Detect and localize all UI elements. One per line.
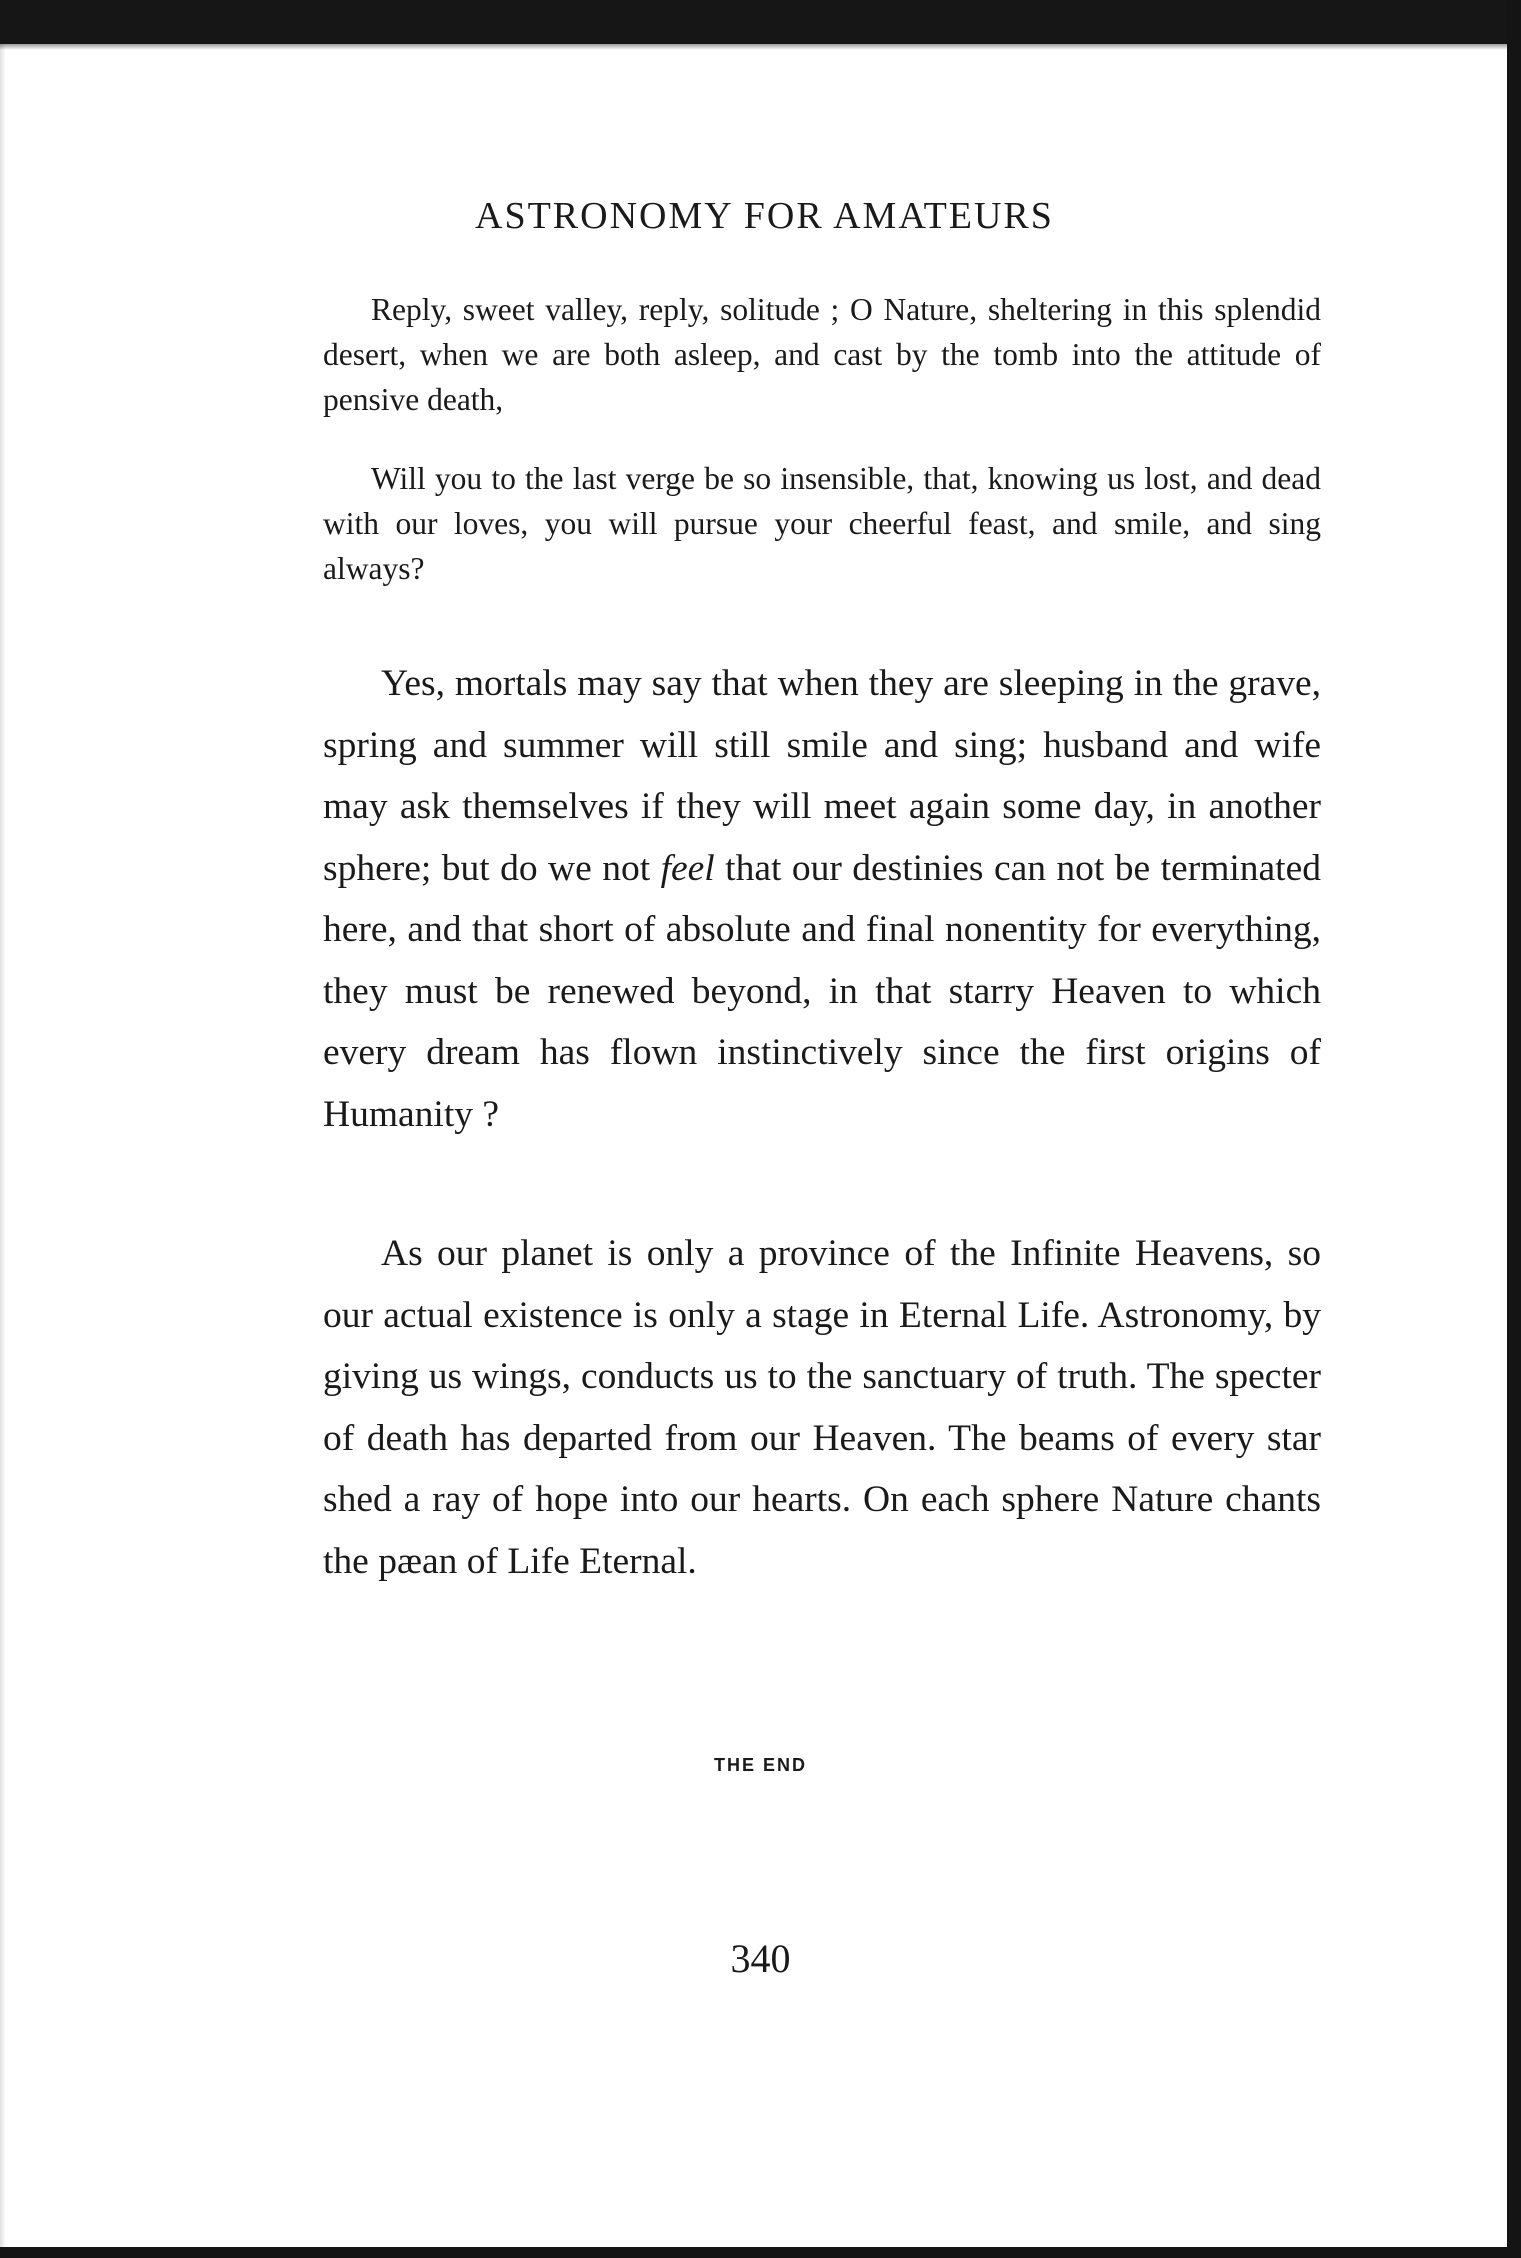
body-paragraph bbox=[323, 653, 1321, 1145]
emphasized-word: feel bbox=[660, 847, 715, 889]
the-end-label: THE END bbox=[713, 1755, 807, 1775]
page-number: 340 bbox=[730, 1936, 791, 1981]
scan-top-edge bbox=[0, 0, 1521, 44]
poem-stanza bbox=[323, 456, 1321, 591]
scan-right-edge bbox=[1507, 0, 1521, 2258]
paragraph-text-segment: that our destinies can not be terminated here, and that short of absolute and final nonentity for everything, they must be renewed beyond, in that starry Heaven to which every dream has flown instinctively since the first origins of Humanity ? bbox=[323, 847, 1321, 1135]
scan-bottom-edge bbox=[0, 2247, 1521, 2258]
paragraph-text-segment: Yes, mortals may say that when they are sleeping in the grave, spring and summer will still smile and sing; husband and wife may ask themselves if they will meet again some day, in another sphere; but do we not bbox=[323, 663, 1321, 889]
running-head: ASTRONOMY FOR AMATEURS bbox=[475, 195, 1054, 237]
scan-left-shade bbox=[0, 44, 6, 2247]
body-paragraph-text: As our planet is only a province of the Infinite Heavens, so our actual existence is only a stage in Eternal Life. Astronomy, by giving us wings, conducts us to the sanctuary of truth. The specter of death has departed from our Heaven. The beams of every star shed a ray of hope into our hearts. On each sphere Nature chants the pæan of Life Eternal. bbox=[323, 1233, 1321, 1582]
body-paragraph-text bbox=[323, 653, 1321, 1145]
poem-stanza-text: Reply, sweet valley, reply, solitude ; O Nature, sheltering in this splendid desert, when we are both asleep, and cast by the tomb into the attitude of pensive death, bbox=[323, 292, 1321, 417]
poem-stanza-text: Will you to the last verge be so insensible, that, knowing us lost, and dead with our loves, you will pursue your cheerful feast, and smile, and sing always? bbox=[323, 461, 1321, 586]
body-paragraph bbox=[323, 1223, 1321, 1592]
poem-stanza bbox=[323, 287, 1321, 422]
